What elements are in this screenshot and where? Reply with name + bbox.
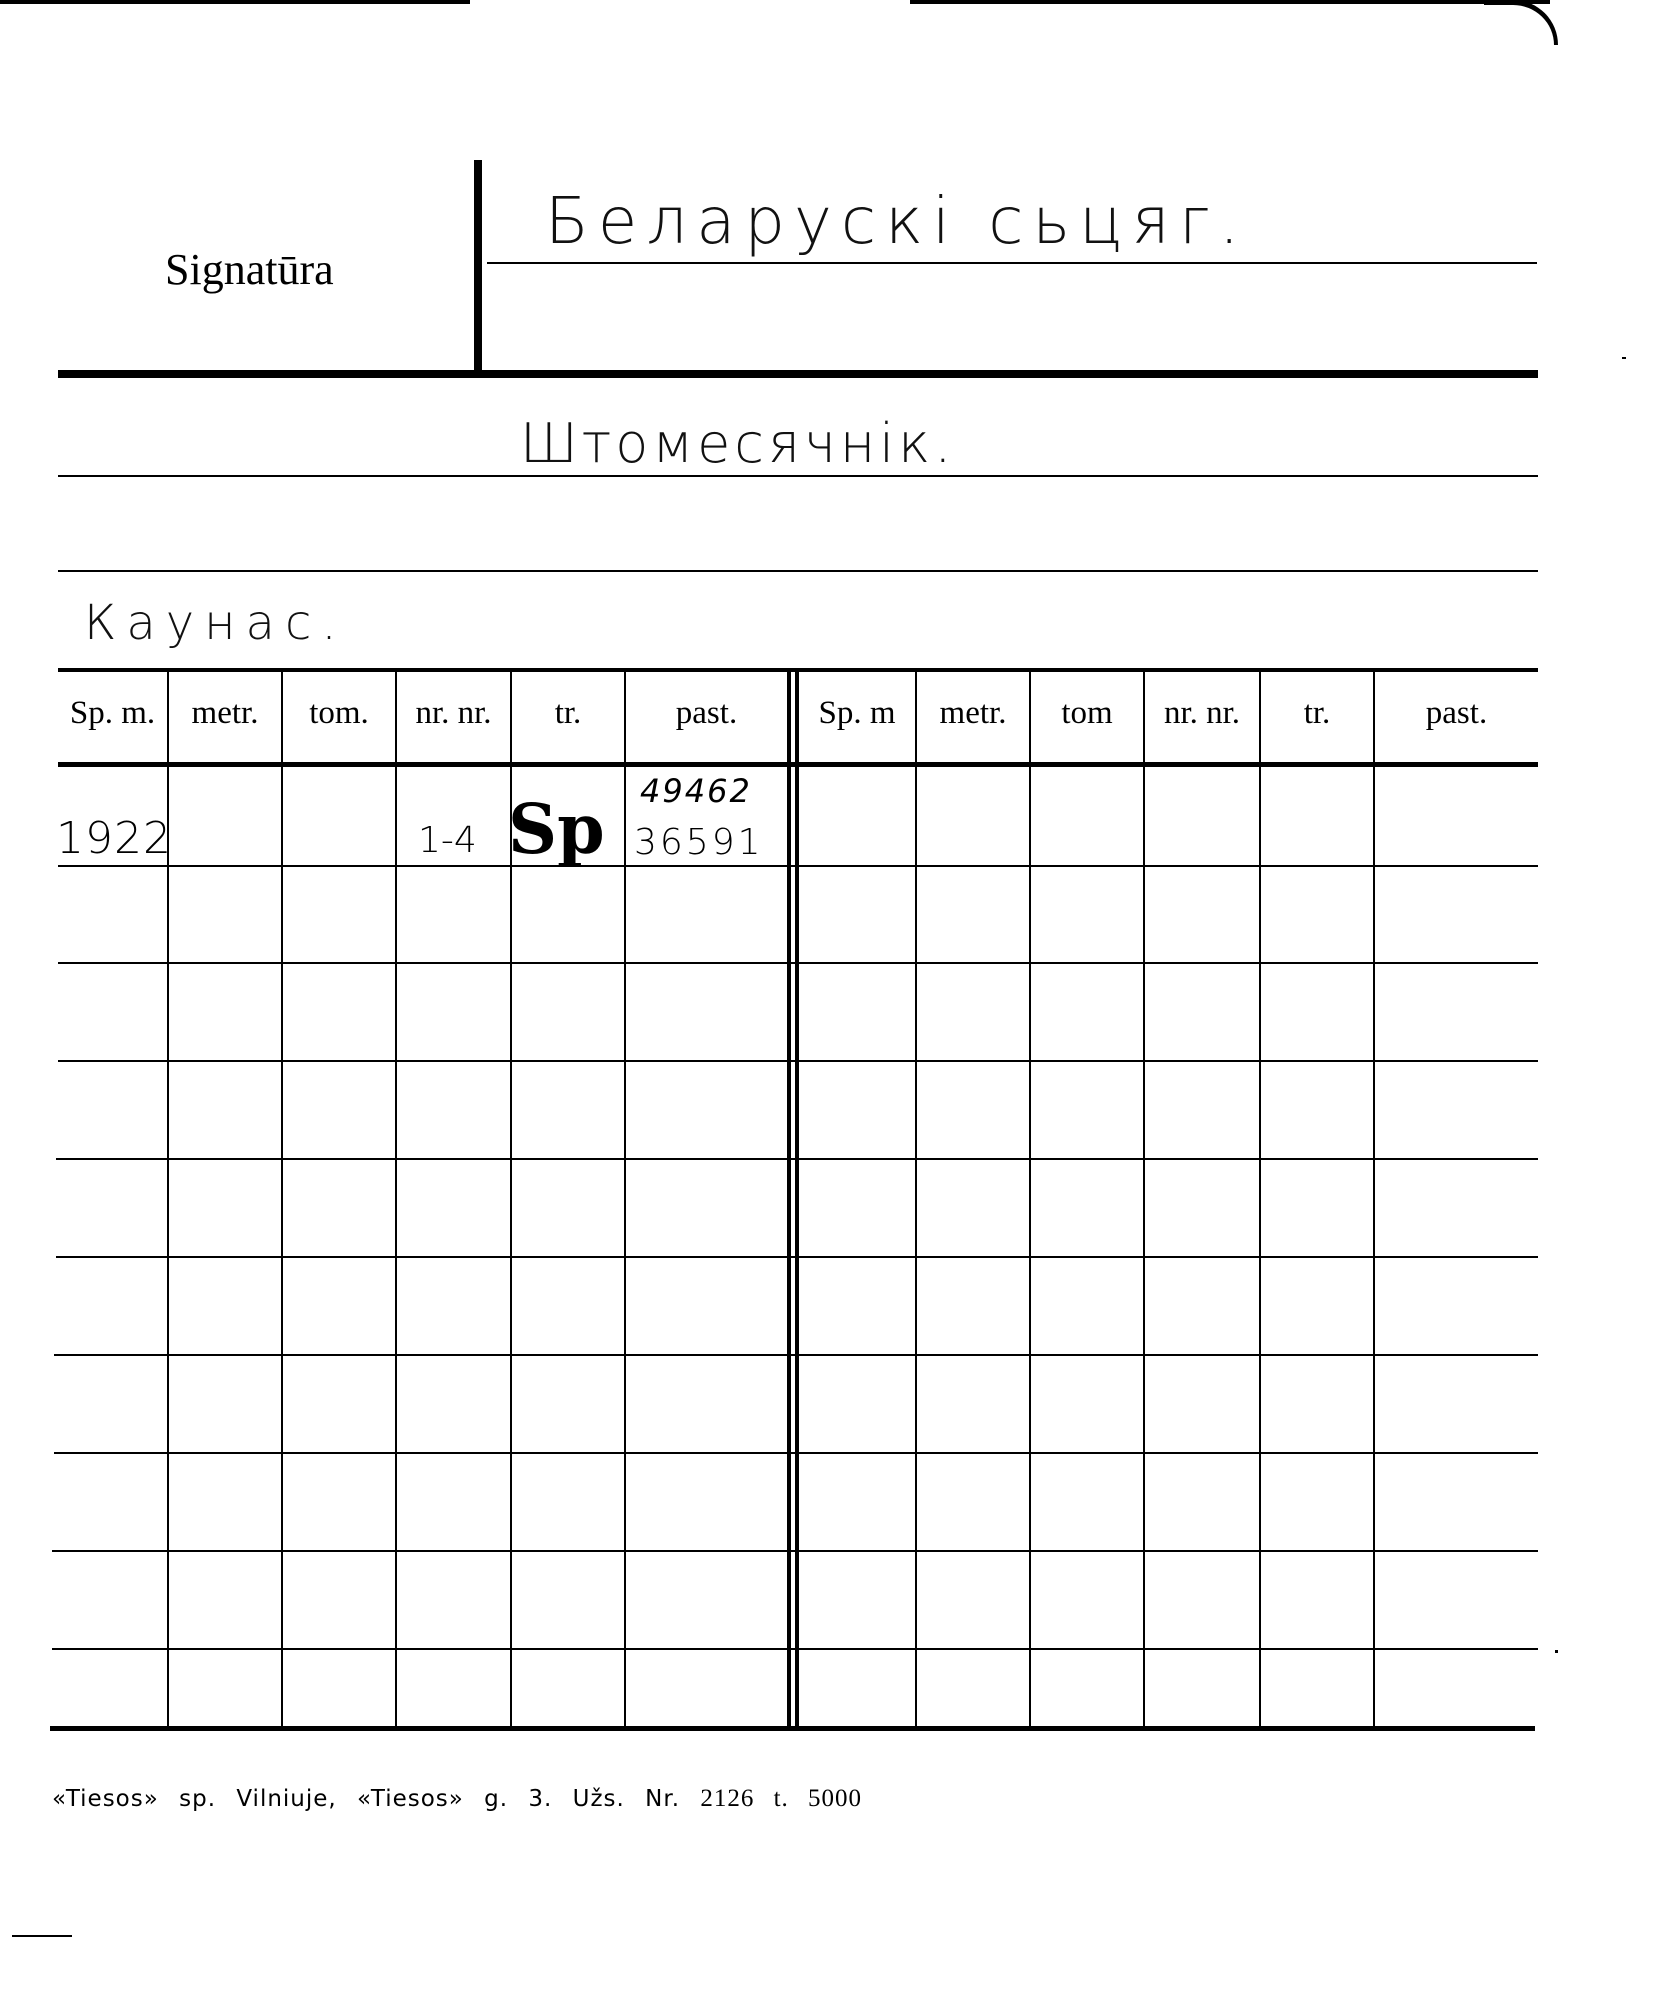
card-top-edge bbox=[910, 0, 1550, 4]
header-sp-m: Sp. m bbox=[818, 695, 896, 731]
table-bottom-rule bbox=[50, 1726, 1535, 1731]
column-divider bbox=[1373, 672, 1375, 1728]
publication-place: Каунас. bbox=[84, 595, 347, 651]
header-tr: tr. bbox=[554, 695, 582, 731]
column-divider bbox=[624, 672, 626, 1728]
row-rule bbox=[52, 1648, 1538, 1650]
subtitle-line bbox=[58, 475, 1538, 477]
blank-line bbox=[58, 570, 1538, 572]
header-tom: tom bbox=[1061, 695, 1113, 731]
signatura-underline bbox=[487, 262, 1537, 264]
header-past: past. bbox=[675, 695, 738, 731]
header-rule bbox=[58, 370, 1538, 378]
column-divider bbox=[1259, 672, 1261, 1728]
row-rule bbox=[54, 1452, 1538, 1454]
header-nr-nr: nr. nr. bbox=[415, 695, 492, 731]
row-1-tr-stamp: Sp bbox=[508, 790, 605, 870]
card-top-edge bbox=[0, 0, 470, 4]
row-rule bbox=[56, 1158, 1538, 1160]
row-1-past-2: 36591 bbox=[634, 822, 764, 863]
column-divider bbox=[281, 672, 283, 1728]
card-rounded-corner bbox=[1484, 0, 1558, 45]
column-divider bbox=[915, 672, 917, 1728]
periodical-frequency: Штомесячнік. bbox=[520, 412, 956, 475]
header-tom: tom. bbox=[309, 695, 369, 731]
column-divider bbox=[1029, 672, 1031, 1728]
row-rule bbox=[58, 1060, 1538, 1062]
row-rule bbox=[56, 1256, 1538, 1258]
printer-imprint bbox=[52, 1785, 862, 1813]
row-rule bbox=[58, 962, 1538, 964]
scan-speck bbox=[1555, 1650, 1558, 1653]
table-center-divider bbox=[787, 672, 799, 1728]
signatura-label: Signatūra bbox=[165, 245, 334, 294]
header-past: past. bbox=[1425, 695, 1488, 731]
row-1-nr-nr: 1-4 bbox=[418, 820, 477, 861]
imprint-order: 2126 t. 5000 bbox=[700, 1785, 863, 1812]
header-nr-nr: nr. nr. bbox=[1163, 695, 1241, 731]
scan-mark bbox=[12, 1935, 72, 1937]
header-tr: tr. bbox=[1303, 695, 1331, 731]
header-metr: metr. bbox=[939, 695, 1007, 731]
row-1-sp-m: 1922 bbox=[56, 813, 172, 864]
imprint-publisher: «Tiesos» sp. Vilniuje, «Tiesos» g. 3. Užs. Nr. bbox=[52, 1786, 701, 1812]
row-rule bbox=[54, 1354, 1538, 1356]
row-rule bbox=[58, 865, 1538, 867]
column-divider bbox=[395, 672, 397, 1728]
column-divider bbox=[1143, 672, 1145, 1728]
row-1-past-1: 49462 bbox=[640, 772, 752, 810]
scan-speck bbox=[1622, 357, 1626, 359]
signatura-value: Беларускі сьцяг. bbox=[545, 185, 1249, 259]
header-sp-m: Sp. m. bbox=[69, 695, 156, 731]
signatura-divider bbox=[474, 160, 482, 370]
row-rule bbox=[52, 1550, 1538, 1552]
header-metr: metr. bbox=[191, 695, 259, 731]
